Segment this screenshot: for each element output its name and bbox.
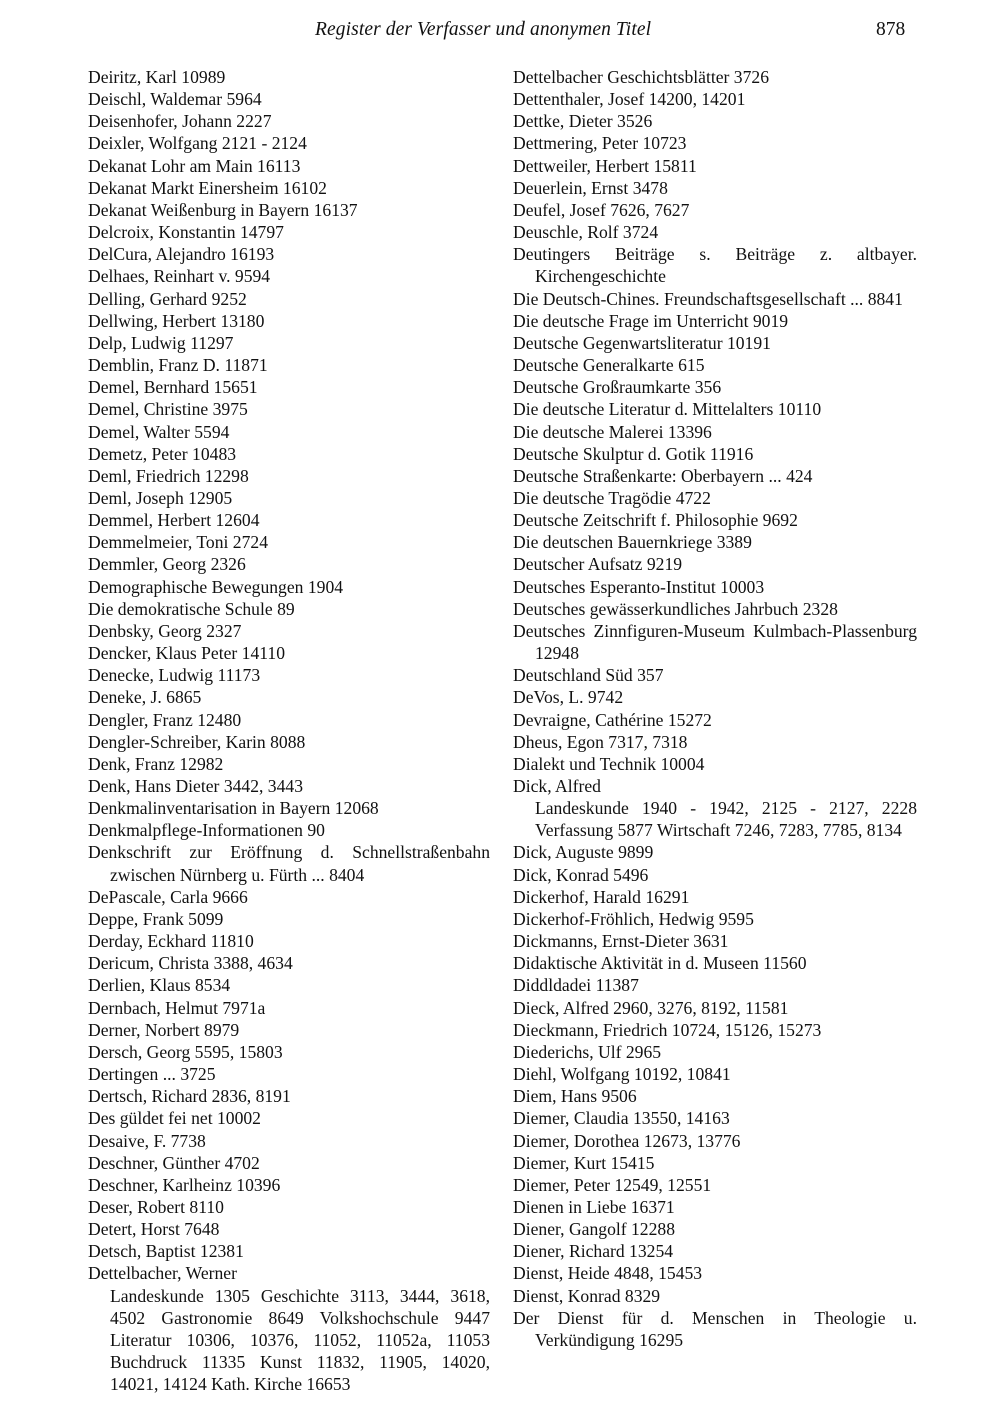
index-entry: Dettenthaler, Josef 14200, 14201	[513, 89, 746, 110]
index-entry: Die deutsche Frage im Unterricht 9019	[513, 310, 789, 331]
index-entry: Delcroix, Konstantin 14797	[88, 222, 284, 243]
index-entry: Deppe, Frank 5099	[88, 908, 224, 929]
index-entry: Dersch, Georg 5595, 15803	[88, 1041, 283, 1062]
index-entry: Denkschrift zur Eröffnung d. Schnellstraßenbahn zwischen Nürnberg u. Fürth ... 8404	[88, 842, 490, 885]
index-entry: Deisenhofer, Johann 2227	[88, 111, 272, 132]
index-entry: Dellwing, Herbert 13180	[88, 310, 265, 331]
index-entry: Der Dienst für d. Menschen in Theologie u. Verkündigung 16295	[513, 1307, 917, 1350]
index-entry: Denbsky, Georg 2327	[88, 620, 242, 641]
index-subentries: Landeskunde 1940 - 1942, 2125 - 2127, 2228 Verfassung 5877 Wirtschaft 7246, 7283, 7785, 8134	[535, 798, 917, 841]
index-entry: Deutsche Generalkarte 615	[513, 355, 705, 376]
index-entry: Diddldadei 11387	[513, 975, 639, 996]
index-entry: Diemer, Dorothea 12673, 13776	[513, 1130, 741, 1151]
index-entry: Didaktische Aktivität in d. Museen 11560	[513, 953, 807, 974]
index-entry: Deutsches Esperanto-Institut 10003	[513, 576, 765, 597]
index-heading: Dick, Alfred	[513, 776, 601, 796]
index-heading: Dettelbacher, Werner	[88, 1263, 237, 1284]
index-entry: DeVos, L. 9742	[513, 687, 624, 708]
index-entry: Demmelmeier, Toni 2724	[88, 532, 268, 553]
page-header	[0, 19, 1000, 49]
index-entry: Dengler, Franz 12480	[88, 709, 242, 730]
index-entry: Die deutsche Malerei 13396	[513, 421, 712, 442]
index-entry: Dertingen ... 3725	[88, 1064, 216, 1085]
index-entry: Delp, Ludwig 11297	[88, 332, 234, 353]
running-title: Register der Verfasser und anonymen Titel	[315, 19, 652, 40]
index-entry: Deschner, Günther 4702	[88, 1152, 260, 1173]
index-entry: Diemer, Claudia 13550, 14163	[513, 1108, 730, 1129]
index-entry: Desaive, F. 7738	[88, 1130, 206, 1151]
index-entry: Dieck, Alfred 2960, 3276, 8192, 11581	[513, 997, 789, 1018]
index-entry: Dericum, Christa 3388, 4634	[88, 953, 293, 974]
index-entry: Denk, Franz 12982	[88, 753, 224, 774]
index-entry: Dernbach, Helmut 7971a	[88, 997, 266, 1018]
index-entry: Die deutschen Bauernkriege 3389	[513, 532, 752, 553]
page-number: 878	[876, 19, 906, 40]
index-entry: Demel, Christine 3975	[88, 399, 248, 420]
index-entry: Diener, Richard 13254	[513, 1241, 674, 1262]
index-entry: Denecke, Ludwig 11173	[88, 665, 261, 686]
index-entry: Demblin, Franz D. 11871	[88, 355, 268, 376]
index-entry: Diemer, Kurt 15415	[513, 1152, 655, 1173]
index-entry: Dickerhof-Fröhlich, Hedwig 9595	[513, 908, 754, 929]
index-entry: Dienen in Liebe 16371	[513, 1196, 675, 1217]
index-entry: Dettelbacher Geschichtsblätter 3726	[513, 67, 769, 87]
index-entry: Deiritz, Karl 10989	[88, 67, 226, 87]
index-entry: Derday, Eckhard 11810	[88, 931, 254, 952]
index-entry: Dick, Konrad 5496	[513, 864, 649, 885]
index-entry: Deixler, Wolfgang 2121 - 2124	[88, 133, 307, 154]
index-entry: Diem, Hans 9506	[513, 1086, 637, 1107]
index-entry: Diehl, Wolfgang 10192, 10841	[513, 1064, 731, 1085]
index-entry: Delling, Gerhard 9252	[88, 288, 247, 309]
index-entry: Dekanat Markt Einersheim 16102	[88, 177, 327, 198]
index-entry: Demmler, Georg 2326	[88, 554, 246, 575]
index-entry: Demel, Bernhard 15651	[88, 377, 258, 398]
index-entry: Dieckmann, Friedrich 10724, 15126, 15273	[513, 1019, 822, 1040]
index-entry: Deutsche Straßenkarte: Oberbayern ... 424	[513, 465, 813, 486]
index-entry: Dienst, Heide 4848, 15453	[513, 1263, 703, 1284]
index-entry: Deml, Friedrich 12298	[88, 465, 249, 486]
index-entry: Des güldet fei net 10002	[88, 1108, 261, 1129]
index-entry: Deutsche Gegenwartsliteratur 10191	[513, 332, 771, 353]
index-entry: Deschner, Karlheinz 10396	[88, 1174, 281, 1195]
index-entry: Dickerhof, Harald 16291	[513, 886, 690, 907]
index-entry: Deutschland Süd 357	[513, 665, 664, 686]
index-entry: Deutsche Großraumkarte 356	[513, 377, 722, 398]
index-entry: Devraigne, Cathérine 15272	[513, 709, 712, 730]
index-entry: Demel, Walter 5594	[88, 421, 230, 442]
index-entry: Deml, Joseph 12905	[88, 487, 233, 508]
index-entry: Die demokratische Schule 89	[88, 598, 295, 619]
index-entry: Demographische Bewegungen 1904	[88, 576, 344, 597]
index-entry: DePascale, Carla 9666	[88, 886, 248, 907]
index-entry: Diemer, Peter 12549, 12551	[513, 1174, 712, 1195]
index-entry: Deuerlein, Ernst 3478	[513, 177, 668, 198]
index-entry: Deufel, Josef 7626, 7627	[513, 199, 690, 220]
right-column	[513, 66, 917, 1351]
index-entry: Dettmering, Peter 10723	[513, 133, 687, 154]
index-entry: Dickmanns, Ernst-Dieter 3631	[513, 931, 729, 952]
index-entry: Diederichs, Ulf 2965	[513, 1041, 662, 1062]
index-entry: Deutsches gewässerkundliches Jahrbuch 2328	[513, 598, 838, 619]
index-entry: Dick, Auguste 9899	[513, 842, 654, 863]
index-entry: Deutingers Beiträge s. Beiträge z. altbayer. Kirchengeschichte	[513, 244, 917, 287]
left-column	[88, 66, 490, 1395]
index-entry: Detsch, Baptist 12381	[88, 1241, 244, 1262]
index-entry: Denkmalpflege-Informationen 90	[88, 820, 325, 841]
index-entry: Dheus, Egon 7317, 7318	[513, 731, 688, 752]
index-entry: Derlien, Klaus 8534	[88, 975, 231, 996]
index-entry	[513, 775, 917, 841]
index-entry: Dengler-Schreiber, Karin 8088	[88, 731, 306, 752]
index-entry: Dettke, Dieter 3526	[513, 111, 653, 132]
index-entry: Deuschle, Rolf 3724	[513, 222, 659, 243]
index-entry: Deischl, Waldemar 5964	[88, 89, 262, 110]
index-entry: Dialekt und Technik 10004	[513, 753, 705, 774]
index-entry: Deutscher Aufsatz 9219	[513, 554, 683, 575]
index-entry: Denkmalinventarisation in Bayern 12068	[88, 798, 379, 819]
index-entry: Demmel, Herbert 12604	[88, 510, 260, 531]
index-entry: Die deutsche Literatur d. Mittelalters 10110	[513, 399, 822, 420]
index-entry: Dettweiler, Herbert 15811	[513, 155, 697, 176]
index-entry: Deutsche Zeitschrift f. Philosophie 9692	[513, 510, 798, 531]
index-entry: DelCura, Alejandro 16193	[88, 244, 275, 265]
index-entry: Delhaes, Reinhart v. 9594	[88, 266, 271, 287]
index-entry: Deser, Robert 8110	[88, 1196, 224, 1217]
index-entry: Demetz, Peter 10483	[88, 443, 237, 464]
index-entry: Dekanat Lohr am Main 16113	[88, 155, 301, 176]
index-entry: Dienst, Konrad 8329	[513, 1285, 661, 1306]
index-entry: Derner, Norbert 8979	[88, 1019, 240, 1040]
index-entry: Die Deutsch-Chines. Freundschaftsgesellschaft ... 8841	[513, 288, 903, 309]
index-entry: Detert, Horst 7648	[88, 1219, 220, 1240]
index-entry: Diener, Gangolf 12288	[513, 1219, 675, 1240]
index-entry: Denk, Hans Dieter 3442, 3443	[88, 776, 303, 796]
index-entry	[88, 1262, 490, 1395]
index-entry: Die deutsche Tragödie 4722	[513, 487, 711, 508]
index-entry: Dencker, Klaus Peter 14110	[88, 643, 286, 664]
index-entry: Deneke, J. 6865	[88, 687, 202, 708]
index-subentries: Landeskunde 1305 Geschichte 3113, 3444, 3618, 4502 Gastronomie 8649 Volkshochschule 9447 Literatur 10306, 10376, 11052, 11052a, 11053 Buchdruck 11335 Kunst 11832, 11905, 14020, 14021, 14124 Kath. Kirche 16653	[110, 1285, 490, 1395]
index-entry: Dekanat Weißenburg in Bayern 16137	[88, 199, 358, 220]
index-entry: Deutsche Skulptur d. Gotik 11916	[513, 443, 754, 464]
index-entry: Deutsches Zinnfiguren-Museum Kulmbach-Plassenburg 12948	[513, 620, 917, 664]
index-entry: Dertsch, Richard 2836, 8191	[88, 1086, 291, 1107]
